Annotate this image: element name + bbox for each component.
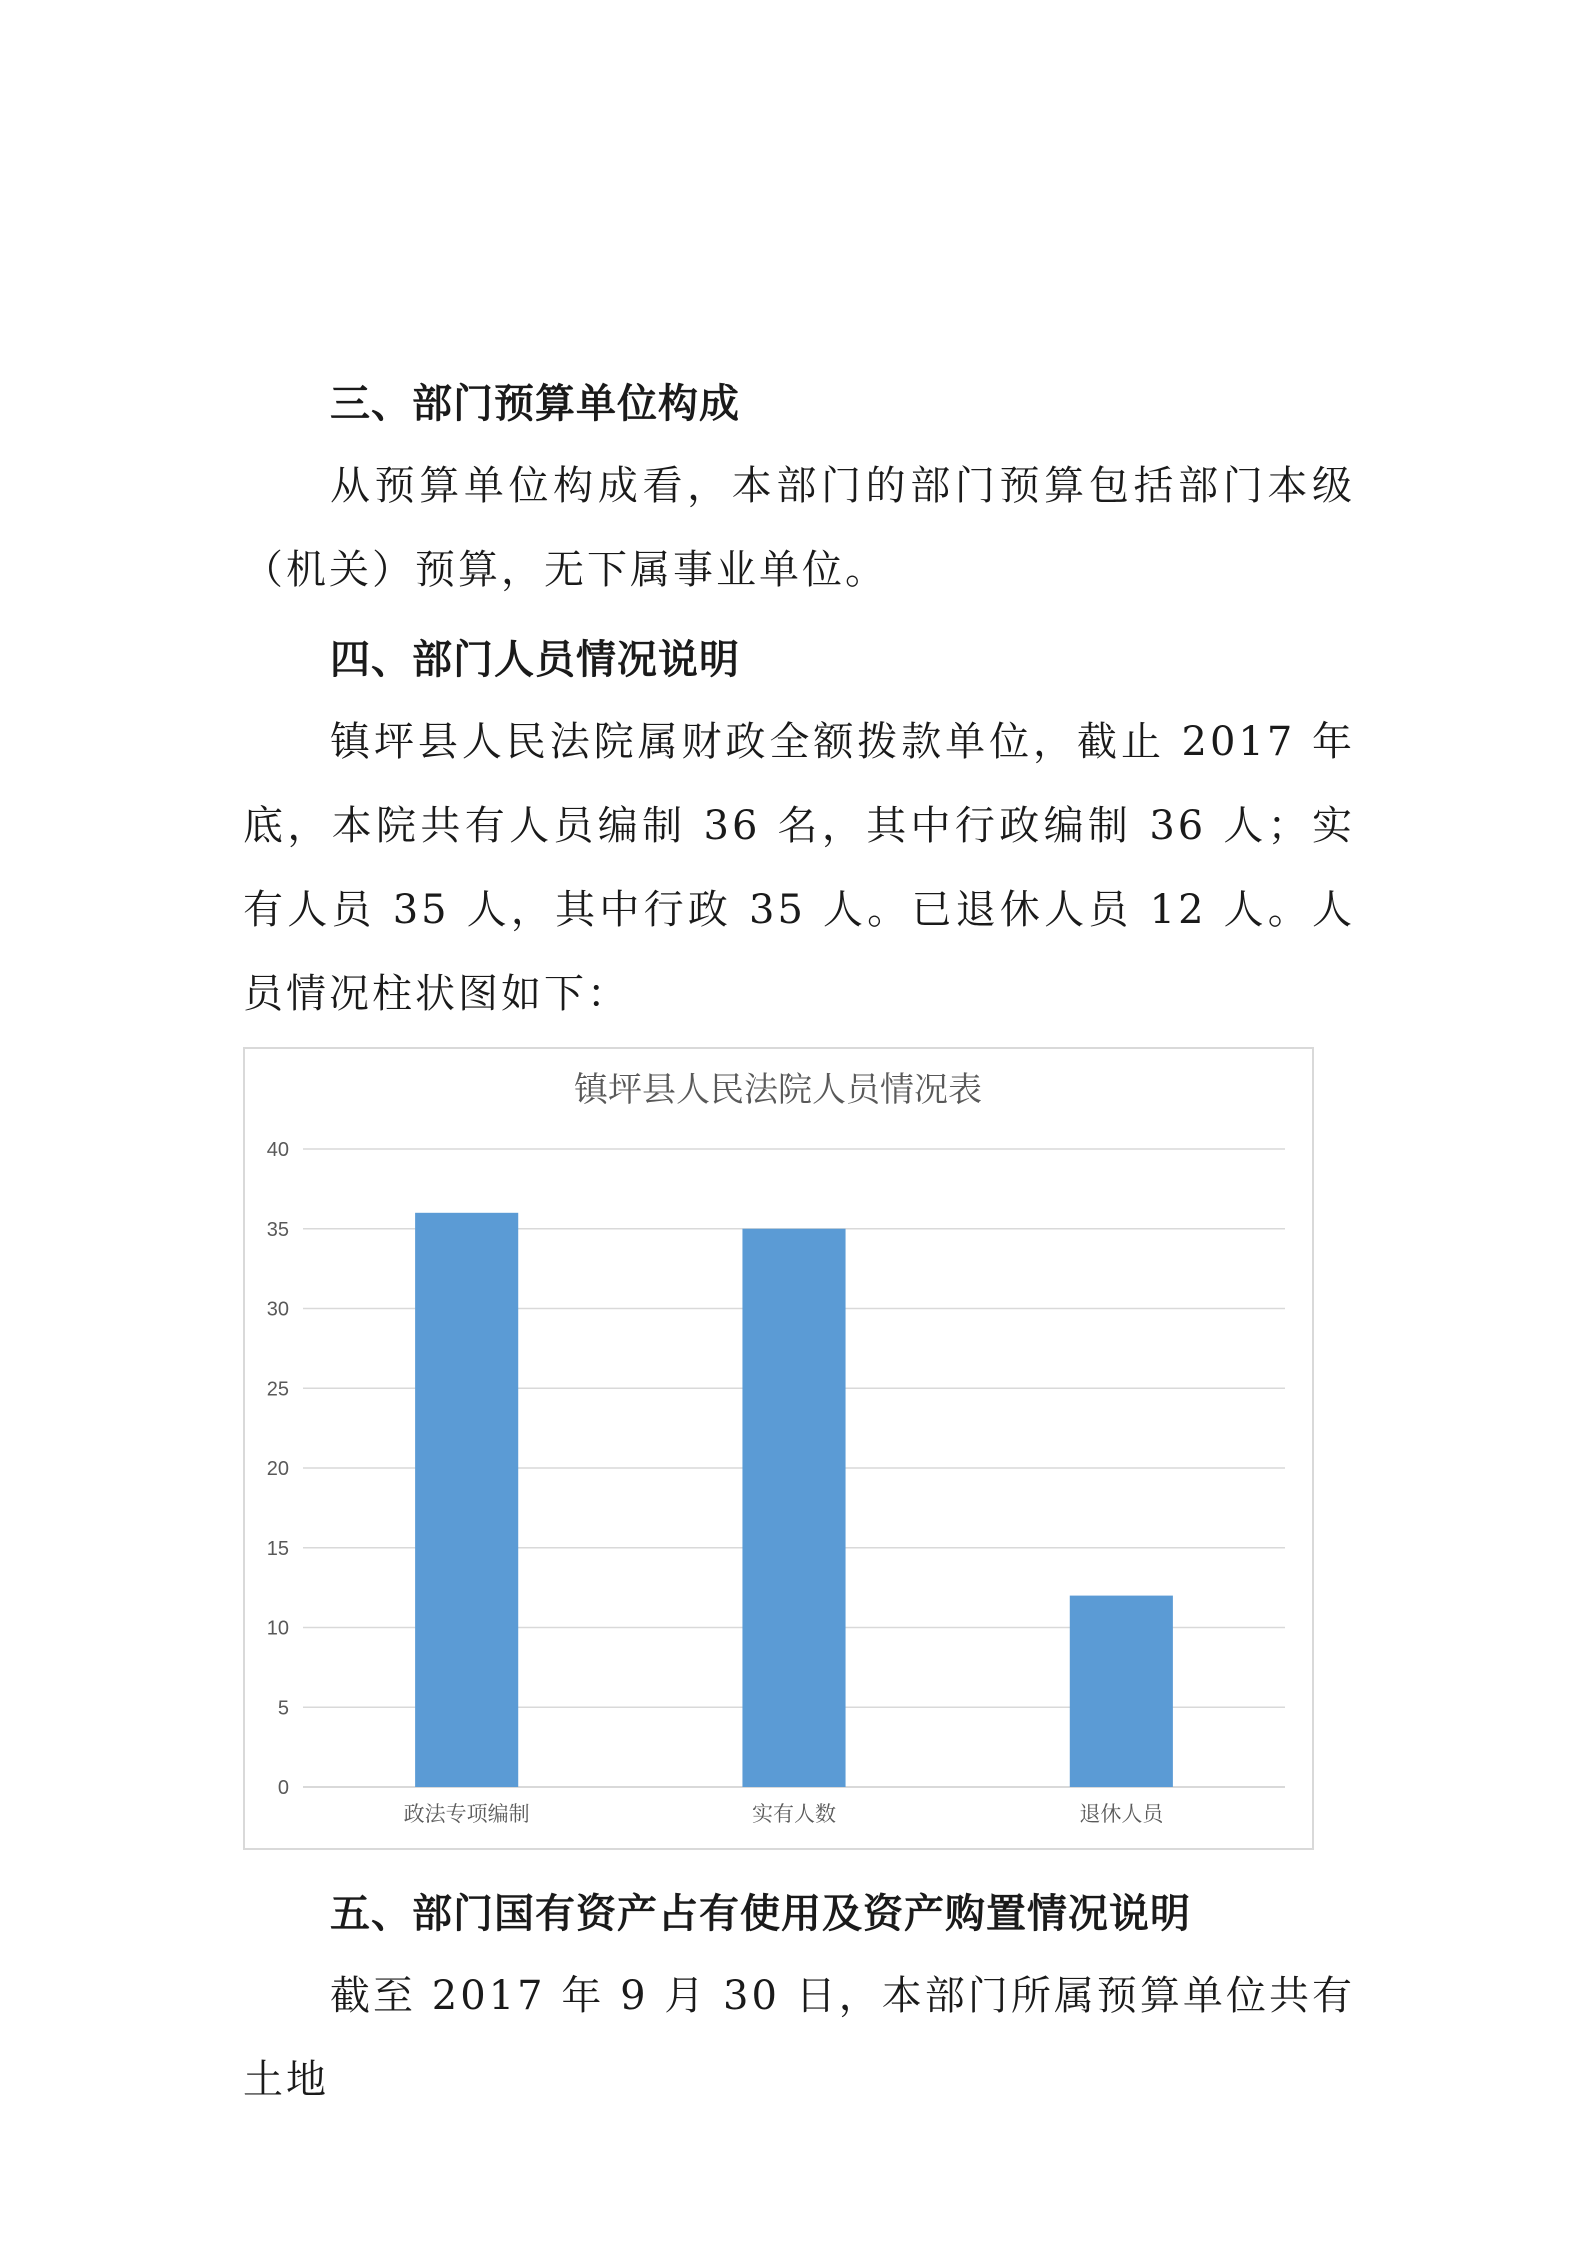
section-heading-budget-units: 三、部门预算单位构成 <box>330 381 740 427</box>
y-tick-label: 5 <box>277 1697 289 1720</box>
chart-bars <box>415 1213 1173 1787</box>
y-tick-label: 35 <box>266 1218 289 1241</box>
section-heading-personnel: 四、部门人员情况说明 <box>330 637 740 683</box>
paragraph-assets: 截至 2017 年 9 月 30 日，本部门所属预算单位共有土地 <box>243 1973 1355 2103</box>
bar-1 <box>415 1213 518 1787</box>
section-heading-assets: 五、部门国有资产占有使用及资产购置情况说明 <box>330 1891 1191 1937</box>
bar-2 <box>742 1229 845 1787</box>
y-tick-label: 10 <box>266 1617 289 1640</box>
paragraph-budget-units: 从预算单位构成看，本部门的部门预算包括部门本级（机关）预算，无下属事业单位。 <box>243 463 1355 593</box>
y-tick-label: 25 <box>266 1378 289 1401</box>
chart-x-axis <box>404 1802 1166 1826</box>
chart-y-axis <box>267 1139 289 1799</box>
y-tick-label: 15 <box>266 1537 289 1560</box>
y-tick-label: 40 <box>266 1139 289 1161</box>
personnel-bar-chart <box>243 1047 1314 1850</box>
chart-canvas <box>245 1049 1312 1848</box>
chart-title: 镇坪县人民法院人员情况表 <box>574 1070 982 1110</box>
bar-3 <box>1070 1596 1173 1787</box>
x-category-label: 退休人员 <box>1079 1802 1164 1826</box>
y-tick-label: 20 <box>266 1458 289 1480</box>
y-tick-label: 0 <box>277 1777 289 1799</box>
x-category-label: 实有人数 <box>752 1802 836 1826</box>
paragraph-personnel: 镇坪县人民法院属财政全额拨款单位，截止 2017 年底，本院共有人员编制 36 名，其中行政编制 36 人；实有人员 35 人，其中行政 35 人。已退休人员 12 人。人员情况柱状图如下： <box>243 719 1355 1017</box>
y-tick-label: 30 <box>266 1298 289 1321</box>
x-category-label: 政法专项编制 <box>403 1802 530 1826</box>
